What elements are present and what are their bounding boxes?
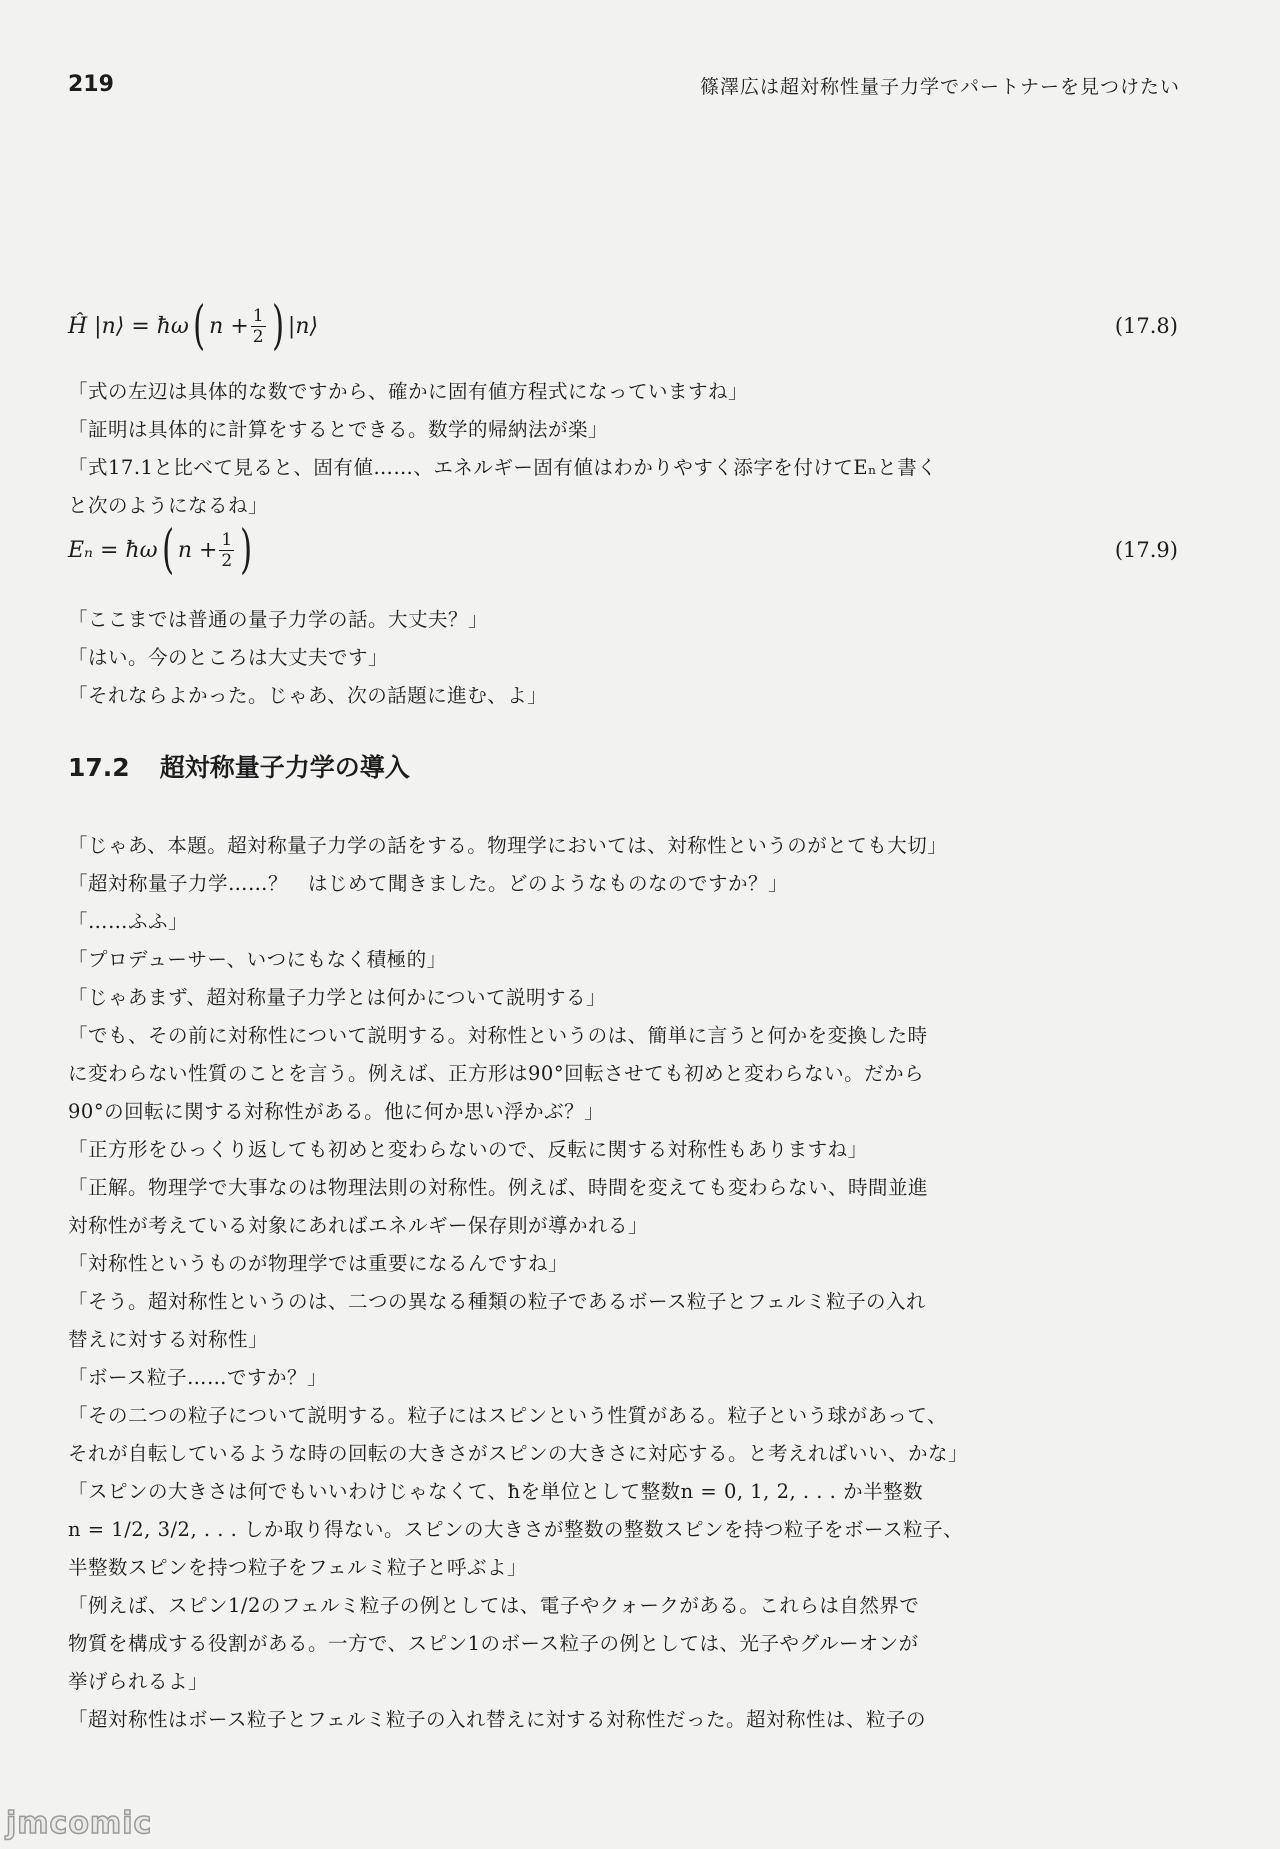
text-line: 「その二つの粒子について説明する。粒子にはスピンという性質がある。粒子という球があって、 (68, 1404, 948, 1427)
equation-inner: n + (209, 313, 249, 339)
equation-inner: n + (177, 537, 218, 563)
fraction-numerator: 1 (252, 305, 264, 326)
text-line: 「正解。物理学で大事なのは物理法則の対称性。例えば、時間を変えても変わらない、時間並進 (68, 1176, 929, 1199)
section-title: 超対称量子力学の導入 (159, 753, 410, 782)
text-line: 「超対称性はボース粒子とフェルミ粒子の入れ替えに対する対称性だった。超対称性は、粒子の (68, 1708, 927, 1731)
text-line: それが自転しているような時の回転の大きさがスピンの大きさに対応する。と考えればいい、かな」 (68, 1442, 969, 1465)
text-line: 「ここまでは普通の量子力学の話。大丈夫？」 (68, 608, 489, 631)
text-line: n = 1/2, 3/2, . . . しか取り得ない。スピンの大きさが整数の整数スピンを持つ粒子をボース粒子、 (68, 1518, 964, 1541)
equation-rhs: |n⟩ (287, 313, 319, 339)
text-line: 挙げられるよ」 (68, 1670, 209, 1693)
text-line: 「証明は具体的に計算をするとできる。数学的帰納法が楽」 (68, 418, 609, 441)
text-line: 対称性が考えている対象にあればエネルギー保存則が導かれる」 (68, 1214, 649, 1237)
text-line: 半整数スピンを持つ粒子をフェルミ粒子と呼ぶよ」 (68, 1556, 528, 1579)
text-line: 「はい。今のところは大丈夫です」 (68, 646, 389, 669)
right-paren: ) (271, 296, 284, 356)
text-line: 「対称性というものが物理学では重要になるんですね」 (68, 1252, 569, 1275)
equation-lhs: Eₙ = ħω (68, 537, 158, 563)
text-line: 「ボース粒子……ですか？」 (68, 1366, 328, 1389)
section-heading (68, 748, 410, 784)
equation-17-8 (68, 296, 1178, 356)
watermark-logo: jmcomic (6, 1806, 153, 1841)
text-line: 「それならよかった。じゃあ、次の話題に進む、よ」 (68, 684, 548, 707)
equation-17-9 (68, 520, 1178, 580)
equation-number: (17.8) (1114, 314, 1178, 338)
text-line: 「じゃあまず、超対称量子力学とは何かについて説明する」 (68, 986, 607, 1009)
page-number: 219 (68, 72, 114, 97)
left-paren: ( (192, 296, 206, 356)
section-number: 17.2 (68, 753, 130, 782)
fraction (219, 530, 234, 571)
fraction-denominator: 2 (221, 550, 233, 571)
text-line: 「正方形をひっくり返しても初めと変わらないので、反転に関する対称性もありますね」 (68, 1138, 868, 1161)
fraction (251, 306, 266, 347)
text-line: 「例えば、スピン1/2のフェルミ粒子の例としては、電子やクォークがある。これらは自然界で (68, 1594, 920, 1617)
text-line: 「……ふふ」 (68, 910, 189, 933)
fraction-numerator: 1 (221, 529, 233, 550)
text-line: 90°の回転に関する対称性がある。他に何か思い浮かぶ？」 (68, 1100, 605, 1123)
text-line: 「スピンの大きさは何でもいいわけじゃなくて、ħを単位として整数n = 0, 1, 2, . . . か半整数 (68, 1480, 924, 1503)
text-line: 「超対称量子力学……？ はじめて聞きました。どのようなものなのですか？」 (68, 872, 789, 895)
text-line: 「式の左辺は具体的な数ですから、確かに固有値方程式になっていますね」 (68, 380, 749, 403)
running-header: 篠澤広は超対称性量子力学でパートナーを見つけたい (699, 76, 1180, 98)
text-line: 「でも、その前に対称性について説明する。対称性というのは、簡単に言うと何かを変換した時 (68, 1024, 928, 1047)
text-line: 替えに対する対称性」 (68, 1328, 269, 1351)
text-line: に変わらない性質のことを言う。例えば、正方形は90°回転させても初めと変わらない。だから (68, 1062, 925, 1085)
equation-lhs: Ĥ |n⟩ = ħω (68, 313, 189, 339)
text-line: 「式17.1と比べて見ると、固有値……、エネルギー固有値はわかりやすく添字を付けてEₙと書く (68, 456, 938, 479)
text-line: 「じゃあ、本題。超対称量子力学の話をする。物理学においては、対称性というのがとても大切」 (68, 834, 948, 857)
left-paren: ( (161, 520, 174, 580)
fraction-denominator: 2 (252, 326, 264, 347)
text-line: 「そう。超対称性というのは、二つの異なる種類の粒子であるボース粒子とフェルミ粒子の入れ (68, 1290, 927, 1313)
text-line: 物質を構成する役割がある。一方で、スピン1のボース粒子の例としては、光子やグルーオンが (68, 1632, 919, 1655)
equation-number: (17.9) (1114, 538, 1178, 562)
text-line: と次のようになるね」 (68, 494, 269, 517)
text-line: 「プロデューサー、いつにもなく積極的」 (68, 948, 447, 971)
right-paren: ) (240, 520, 253, 580)
